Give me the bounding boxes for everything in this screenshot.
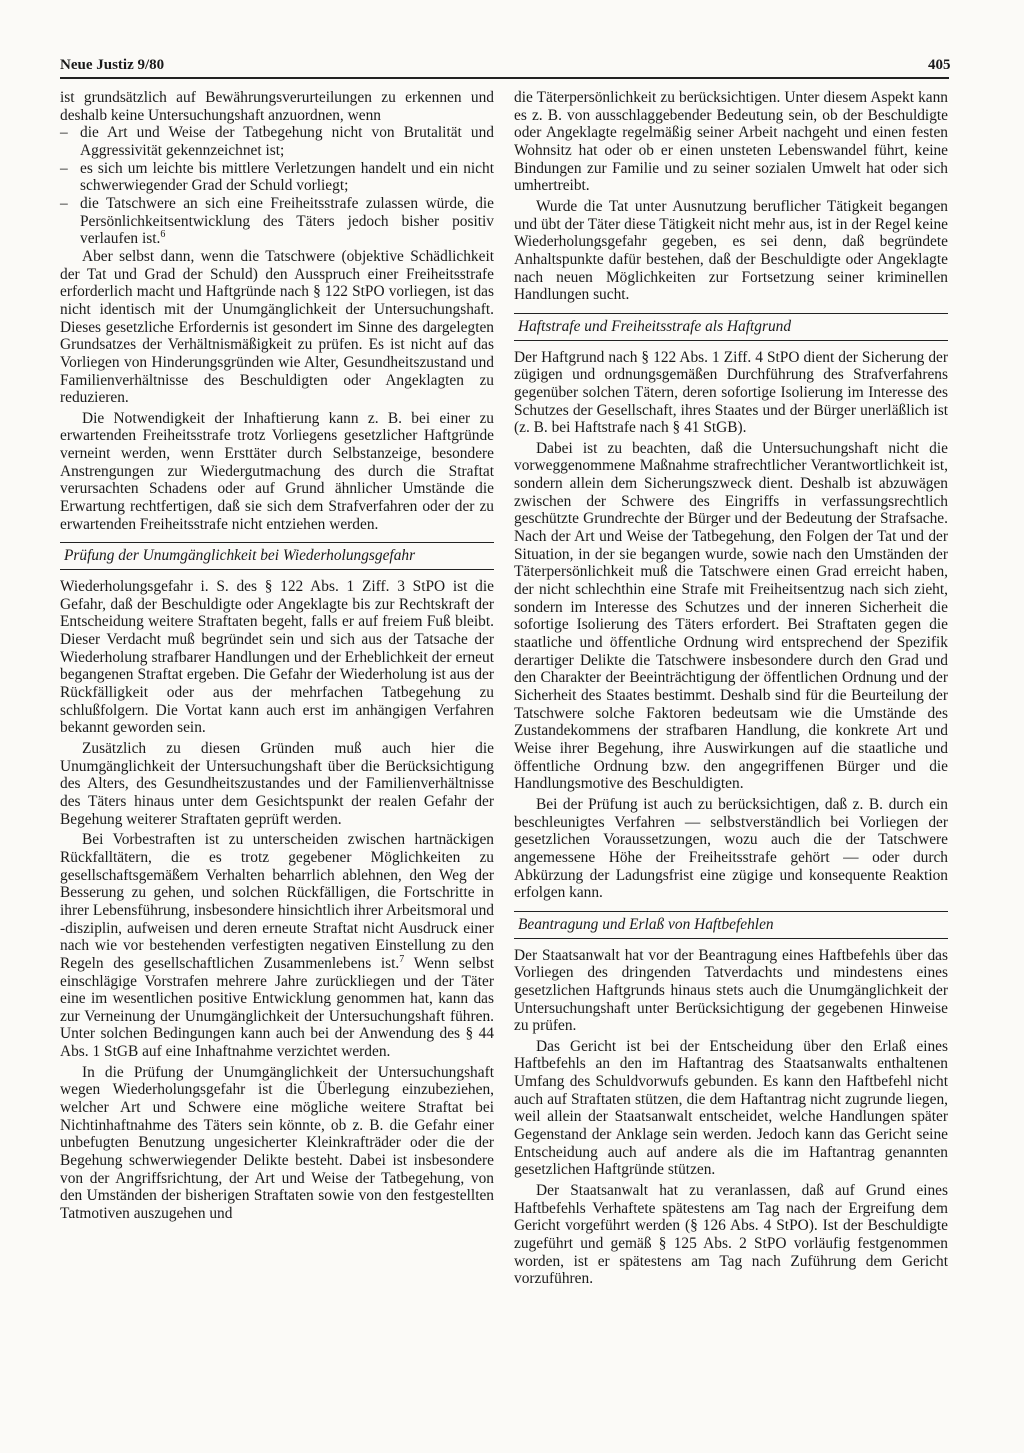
paragraph-text: Wenn selbst einschlägige Vorstrafen mehrere Jahre zurückliegen und der Täter eine im wesentlichen positive Entwicklung genommen hat, kann das zur Verneinung der Unumgänglichkeit der Untersuchungshaft führen. Unter solchen Bedingungen kann auch bei der Anwendung des § 44 Abs. 1 StGB auf eine Inhaftnahme verzichtet werden. — [60, 954, 494, 1061]
left-column — [60, 89, 494, 1223]
header-rule — [60, 77, 949, 79]
paragraph: Dabei ist zu beachten, daß die Untersuchungshaft nicht die vorweggenommene Maßnahme strafrechtlicher Verantwortlichkeit ist, sondern allein dem Sicherungszweck dient. Deshalb ist abzuwägen zwischen der Schwere des Eingriffs in verfassungsrechtlich geschützte Grundrechte der Bürger und der Bedeutung der Strafsache. Nach der Art und Weise der Tatbegehung, den Folgen der Tat und der Situation, in der sie begangen wurde, sowie nach den Umständen der Täterpersönlichkeit muß die Tatschwere einen Grad erreicht haben, der nicht schlechthin eine Strafe mit Freiheitsentzug nach sich zieht, sondern im Interesse des Schutzes und der inneren Sicherheit die sofortige Isolierung des Täters erfordert. Bei Straftaten gegen die staatliche und öffentliche Ordnung wird entsprechend der Spezifik derartiger Delikte die Tatschwere insbesondere durch den Grad und den Charakter der Beeinträchtigung der öffentlichen Ordnung und der Sicherheit des Staates bestimmt. Deshalb sind für die Beurteilung der Tatschwere solche Faktoren bedeutsam wie die Umstände des Zustandekommens der strafbaren Handlung, die konkrete Art und Weise ihrer Begehung, ihre Auswirkungen auf die staatliche und öffentliche Ordnung bzw. den angegriffenen Bürger und die Handlungsmotive des Beschuldigten. — [514, 439, 948, 793]
paragraph: die Täterpersönlichkeit zu berücksichtigen. Unter diesem Aspekt kann es z. B. von ausschlaggebender Bedeutung sein, ob der Beschuldigte oder Angeklagte regelmäßig seiner Arbeit nachgeht und einen festen Wohnsitz hat oder ob er einen unsteten Lebenswandel führt, keine Bindungen zur Familie und zu seiner sozialen Umwelt hat oder sich umhertreibt. — [514, 89, 948, 195]
section-heading: Prüfung der Unumgänglichkeit bei Wiederholungsgefahr — [60, 542, 494, 570]
list-item-text: die Tatschwere an sich eine Freiheitsstrafe zulassen würde, die Persönlichkeitsentwicklung des Täters jedoch bisher positiv verlaufen ist. — [80, 194, 494, 248]
paragraph: Der Staatsanwalt hat zu veranlassen, daß auf Grund eines Haftbefehls Verhaftete spätestens am Tag nach der Ergreifung dem Gericht vorgeführt werden (§ 126 Abs. 4 StPO). Ist der Beschuldigte zugeführt und gemäß § 125 Abs. 2 StPO vorläufig festgenommen worden, ist er spätestens am Tag nach Zuführung dem Gericht vorzuführen. — [514, 1182, 948, 1288]
paragraph: Zusätzlich zu diesen Gründen muß auch hier die Unumgänglichkeit der Untersuchungshaft über die Berücksichtigung des Alters, des Gesundheitszustandes und der Familienverhältnisse des Täters hinaus unter dem Gesichtspunkt der realen Gefahr der Begehung weiterer Straftaten geprüft werden. — [60, 739, 494, 828]
paragraph: ist grundsätzlich auf Bewährungsverurteilungen zu erkennen und deshalb keine Untersuchungshaft anzuordnen, wenn — [60, 89, 494, 124]
section-heading: Haftstrafe und Freiheitsstrafe als Haftgrund — [514, 313, 948, 341]
right-column — [514, 89, 948, 1288]
journal-title: Neue Justiz 9/80 — [60, 57, 165, 73]
paragraph: Bei der Prüfung ist auch zu berücksichtigen, daß z. B. durch ein beschleunigtes Verfahren — selbstverständlich bei Vorliegen der gesetzlichen Voraussetzungen, wozu auch die der Tatschwere angemessene Höhe der Freiheitsstrafe gehört — oder durch Abkürzung der Ladungsfrist eine zügige und konsequente Reaktion erfolgen kann. — [514, 795, 948, 902]
list-item: – die Art und Weise der Tatbegehung nicht von Brutalität und Aggressivität gekennzeichnet ist; — [60, 124, 494, 159]
section-heading: Beantragung und Erlaß von Haftbefehlen — [514, 911, 948, 939]
page-number: 405 — [928, 57, 951, 73]
footnote-ref: 7 — [399, 953, 405, 965]
criteria-list — [60, 124, 494, 248]
paragraph: Der Staatsanwalt hat vor der Beantragung eines Haftbefehls über das Vorliegen des dringenden Tatverdachts und mindestens eines gesetzlichen Haftgrunds hinaus stets auch die Unumgänglichkeit der Untersuchungshaft unter Berücksichtigung der gegebenen Hinweise zu prüfen. — [514, 946, 948, 1035]
paragraph: In die Prüfung der Unumgänglichkeit der Untersuchungshaft wegen Wiederholungsgefahr ist die Überlegung einzubeziehen, welcher Art und Schwere eine mögliche weitere Straftat bei Nichtinhaftnahme des Täters sein könnte, ob z. B. die Gefahr einer unbefugten Benutzung ungesicherter Kleinkrafträder oder die der Begehung schwerwiegender Delikte besteht. Dabei ist insbesondere von der Angriffsrichtung, der Art und Weise der Tatbegehung, von den Umständen der bisherigen Straftaten sowie von den festgestellten Tatmotiven auszugehen und — [60, 1063, 494, 1223]
footnote-ref: 6 — [160, 229, 166, 241]
paragraph: Wurde die Tat unter Ausnutzung beruflicher Tätigkeit begangen und übt der Täter diese Tätigkeit nicht mehr aus, ist in der Regel keine Wiederholungsgefahr gegeben, es sei denn, daß begründete Anhaltspunkte dafür bestehen, daß der Beschuldigte oder Angeklagte nach neuen Möglichkeiten zur Fortsetzung seiner kriminellen Handlungen sucht. — [514, 197, 948, 304]
paragraph: Das Gericht ist bei der Entscheidung über den Erlaß eines Haftbefehls an den im Haftantrag des Staatsanwalts enthaltenen Umfang des Schuldvorwufs gebunden. Es kann den Haftbefehl nicht auch auf Straftaten stützen, die dem Haftantrag nicht zugrunde liegen, weil allein der Staatsanwalt entscheidet, welche Handlungen später Gegenstand der Anklage sein werden. Jedoch kann das Gericht seine Entscheidung auch auf andere als die im Haftantrag genannten gesetzlichen Haftgründe stützen. — [514, 1037, 948, 1179]
list-item — [60, 195, 494, 248]
paragraph: Wiederholungsgefahr i. S. des § 122 Abs. 1 Ziff. 3 StPO ist die Gefahr, daß der Beschuldigte oder Angeklagte bis zur Rechtskraft der Entscheidung weitere Straftaten begeht, falls er auf freiem Fuß bleibt. Dieser Verdacht muß begründet sein und sich aus der Tatsache der Wiederholung strafbarer Handlungen und der Erheblichkeit der erneut begangenen Straftat ergeben. Die Gefahr der Wiederholung ist aus der Rückfälligkeit oder aus der mehrfachen Tatbegehung zu schlußfolgern. Die Vortat kann auch erst im anhängigen Verfahren bekannt geworden sein. — [60, 578, 494, 737]
list-item: – es sich um leichte bis mittlere Verletzungen handelt und ein nicht schwerwiegender Grad der Schuld vorliegt; — [60, 160, 494, 195]
paragraph: Der Haftgrund nach § 122 Abs. 1 Ziff. 4 StPO dient der Sicherung der zügigen und ordnungsgemäßen Durchführung des Strafverfahrens gegenüber solchen Tätern, deren sofortige Isolierung im Interesse des Schutzes der Gesellschaft, ihres Staates und der Bürger unerläßlich ist (z. B. bei Haftstrafe nach § 41 StGB). — [514, 348, 948, 437]
paragraph-text: Bei Vorbestraften ist zu unterscheiden zwischen hartnäckigen Rückfalltätern, die es trotz gegebener Möglichkeiten zu gesellschaftsgemäßem Verhalten beharrlich ablehnen, den Weg der Besserung zu gehen, und solchen Rückfälligen, die Fortschritte in ihrer Lebensführung, insbesondere hinsichtlich ihrer Arbeitsmoral und -disziplin, aufweisen und deren erneute Straftat nicht Ausdruck einer nach wie vor bestehenden verfestigten negativen Einstellung zu den Regeln des gesellschaftlichen Zusammenlebens ist. — [60, 831, 494, 972]
paragraph — [60, 831, 494, 1061]
paragraph: Aber selbst dann, wenn die Tatschwere (objektive Schädlichkeit der Tat und Grad der Schuld) den Ausspruch einer Freiheitsstrafe erforderlich macht und Haftgründe nach § 122 StPO vorliegen, ist das nicht identisch mit der Unumgänglichkeit der Untersuchungshaft. Dieses gesetzliche Erfordernis ist gesondert im Sinne des dargelegten Grundsatzes der Verhältnismäßigkeit zu prüfen. Es ist nicht auf das Vorliegen von Hinderungsgründen wie Alter, Gesundheitszustand und Familienverhältnisse des Beschuldigten oder Angeklagten zu reduzieren. — [60, 247, 494, 407]
paragraph: Die Notwendigkeit der Inhaftierung kann z. B. bei einer zu erwartenden Freiheitsstrafe trotz Vorliegens gesetzlicher Haftgründe verneint werden, wenn Ersttäter durch Selbstanzeige, besondere Anstrengungen zur Wiedergutmachung des durch die Straftat verursachten Schadens oder auf Grund ähnlicher Umstände die Erwartung rechtfertigen, daß sie sich dem Strafverfahren oder der zu erwartenden Freiheitsstrafe nicht entziehen werden. — [60, 409, 494, 533]
